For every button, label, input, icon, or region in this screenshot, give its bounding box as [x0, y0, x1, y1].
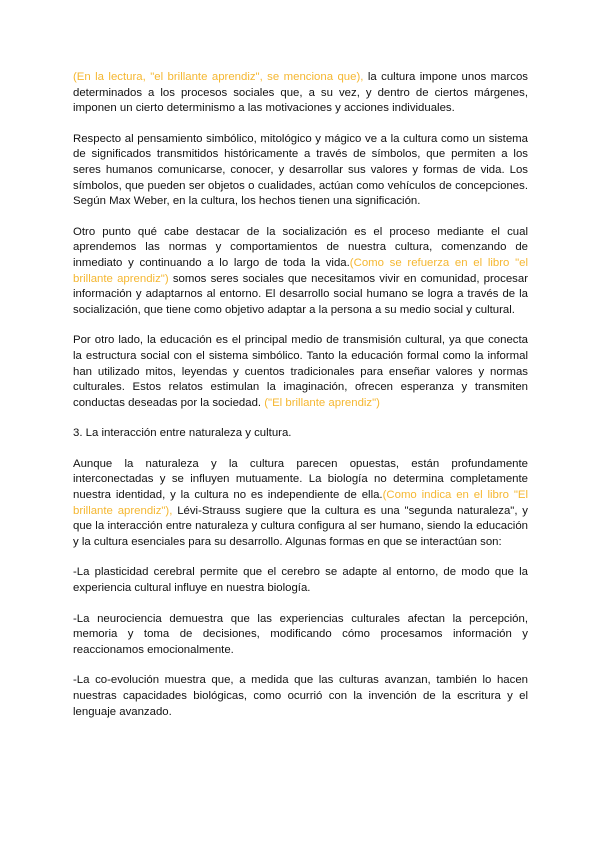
paragraph-3-text-b: somos seres sociales que necesitamos vivir en comunidad, procesar información y adaptarnos al entorno. El desarrollo social humano se logra a través de la socialización, que tiene como objetivo adaptar a la persona a su medio social y cultural.	[73, 272, 528, 316]
citation-1: (En la lectura, "el brillante aprendiz", se menciona que),	[73, 71, 364, 83]
paragraph-1	[73, 70, 528, 117]
paragraph-1-text: la cultura impone unos marcos determinados a los procesos sociales que, a su vez, y dentro de ciertos márgenes, imponen un cierto determinismo a las motivaciones y acciones individuales.	[73, 71, 528, 115]
paragraph-3	[73, 225, 528, 319]
bullet-item: -La co-evolución muestra que, a medida que las culturas avanzan, también lo hacen nuestras capacidades biológicas, como ocurrió con la invención de la escritura y el lenguaje avanzado.	[73, 674, 528, 718]
paragraph-4	[73, 333, 528, 411]
paragraph-5	[73, 457, 528, 551]
paragraph-3-text-a: Otro punto qué cabe destacar de la socialización es el proceso mediante el cual aprendemos las normas y comportamientos de nuestra cultura, comenzando de inmediato y continuando a lo largo de toda la vida.	[73, 225, 528, 269]
paragraph-5-text-b: Lévi-Strauss sugiere que la cultura es una "segunda naturaleza", y que la interacción entre naturaleza y cultura configura al ser humano, siendo la educación y la cultura esenciales para su desarrollo. Algunas formas en que se interactúan son:	[73, 504, 529, 548]
document-page	[73, 70, 528, 735]
paragraph-2-text: Respecto al pensamiento simbólico, mitológico y mágico ve a la cultura como un sistema de significados transmitidos históricamente a través de símbolos, que permiten a los seres humanos comunicarse, conocer, y desarrollar sus valores y formas de vida. Los símbolos, que pueden ser objetos o cualidades, actúan como vehículos de concepciones. Según Max Weber, en la cultura, los hechos tienen una significación.	[73, 132, 528, 208]
citation-4: (Como indica en el libro "El brillante aprendiz"),	[73, 489, 528, 517]
paragraph-5-text-a: Aunque la naturaleza y la cultura parecen opuestas, están profundamente interconectadas y se influyen mutuamente. La biología no determina completamente nuestra identidad, y la cultura no es independiente de ella.	[73, 457, 528, 502]
bullet-item: -La neurociencia demuestra que las experiencias culturales afectan la percepción, memoria y toma de decisiones, modificando cómo procesamos información y reaccionamos emocionalmente.	[73, 612, 528, 656]
citation-2: (Como se refuerza en el libro "el brillante aprendiz")	[73, 256, 528, 285]
paragraph-4-text: Por otro lado, la educación es el principal medio de transmisión cultural, ya que conecta la estructura social con el sistema simbólico. Tanto la educación formal como la informal han utilizado mitos, leyendas y cuentos tradicionales para enseñar valores y normas culturales. Estos relatos estimulan la imaginación, ofrecen esperanza y transmiten conductas deseadas por la sociedad.	[73, 334, 528, 409]
bullet-item: -La plasticidad cerebral permite que el cerebro se adapte al entorno, de modo que la experiencia cultural influye en nuestra biología.	[73, 566, 528, 595]
section-heading: 3. La interacción entre naturaleza y cultura.	[73, 427, 292, 440]
citation-3: ("El brillante aprendiz")	[264, 396, 380, 409]
paragraph-2	[73, 132, 528, 210]
